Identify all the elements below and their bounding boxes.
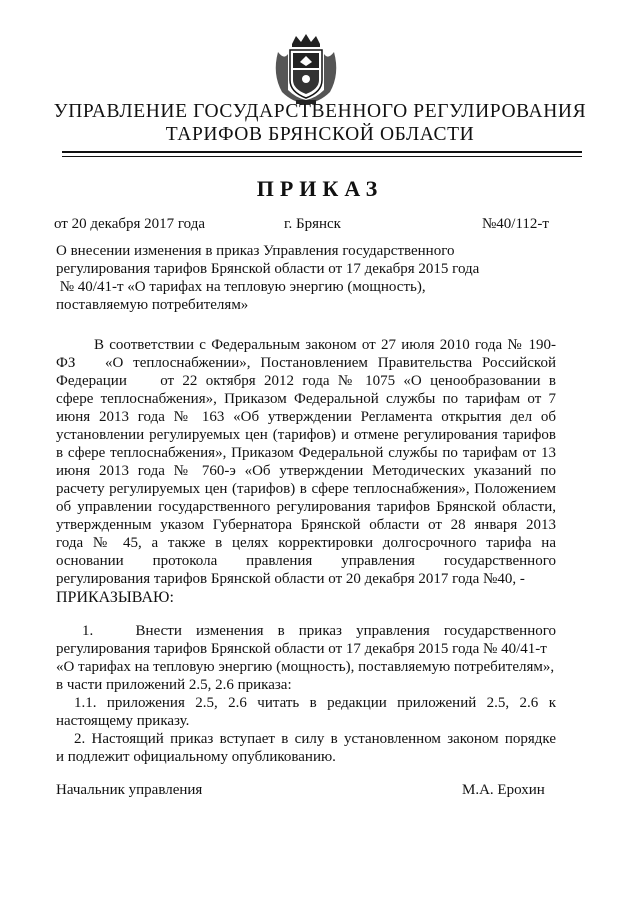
preamble-line: утвержденным указом Губернатора Брянской области от 28 января 2013 — [56, 517, 556, 533]
preamble-line: об управлении государственного регулирования тарифов Брянской области, — [56, 499, 556, 515]
order-item-line: регулирования тарифов Брянской области от 17 декабря 2015 года № 40/41-т — [56, 641, 547, 657]
organization-name-line2: ТАРИФОВ БРЯНСКОЙ ОБЛАСТИ — [165, 124, 475, 145]
subject-line: регулирования тарифов Брянской области от 17 декабря 2015 года — [56, 261, 480, 277]
preamble-line: В соответствии с Федеральным законом от 27 июля 2010 года № 190- — [94, 337, 556, 353]
order-item-line: и подлежит официальному опубликованию. — [56, 749, 336, 765]
document-number: №40/112-т — [482, 216, 549, 232]
document-city: г. Брянск — [284, 216, 341, 232]
header-thin-rule — [62, 156, 582, 157]
preamble-line: в сфере теплоснабжения», Приказом Федеральной службы по тарифам от 13 — [56, 445, 556, 461]
order-item-line: в части приложений 2.5, 2.6 приказа: — [56, 677, 292, 693]
order-keyword: ПРИКАЗЫВАЮ: — [56, 589, 174, 606]
signatory-position: Начальник управления — [56, 782, 203, 798]
document-title: ПРИКАЗ — [256, 176, 384, 201]
preamble-line: ФЗ «О теплоснабжении», Постановлением Правительства Российской — [56, 355, 556, 371]
preamble-line: расчету регулируемых цен (тарифов) в сфере теплоснабжения», Положением — [56, 481, 556, 497]
preamble-line: июня 2013 года № 163 «Об утверждении Регламента открытия дел об — [56, 409, 556, 425]
order-item-line: настоящему приказу. — [56, 713, 190, 729]
header-thick-rule — [62, 151, 582, 153]
signatory-name: М.А. Ерохин — [462, 782, 545, 798]
preamble-line: регулирования тарифов Брянской области от 20 декабря 2017 года №40, - — [56, 571, 525, 587]
preamble-line: июня 2013 года № 760-э «Об утверждении Методических указаний по — [56, 463, 556, 479]
order-item-line: 1.1. приложения 2.5, 2.6 читать в редакции приложений 2.5, 2.6 к — [74, 695, 556, 711]
preamble-line: сфере теплоснабжения», Приказом Федеральной службы по тарифам от 7 — [56, 391, 556, 407]
preamble-line: Федерации от 22 октября 2012 года № 1075 «О ценообразовании в — [56, 373, 556, 389]
order-item-line: 1. Внести изменения в приказ управления государственного — [82, 623, 556, 639]
subject-line: поставляемую потребителям» — [56, 297, 249, 313]
order-item-line: «О тарифах на тепловую энергию (мощность), поставляемую потребителям», — [56, 659, 555, 675]
preamble-line: установлении регулируемых цен (тарифов) и отмене регулирования тарифов — [56, 427, 556, 443]
subject-line: № 40/41-т «О тарифах на тепловую энергию (мощность), — [56, 279, 426, 295]
order-item-line: 2. Настоящий приказ вступает в силу в установленном законом порядке — [74, 731, 556, 747]
bryansk-coat-of-arms-icon — [268, 30, 344, 106]
organization-name-line1: УПРАВЛЕНИЕ ГОСУДАРСТВЕННОГО РЕГУЛИРОВАНИЯ — [53, 101, 587, 122]
preamble-line: года № 45, а также в целях корректировки долгосрочного тарифа на — [56, 535, 556, 551]
preamble-line: основании протокола правления управления государственного — [56, 553, 556, 569]
document-date: от 20 декабря 2017 года — [54, 216, 206, 232]
subject-line: О внесении изменения в приказ Управления государственного — [56, 243, 455, 259]
